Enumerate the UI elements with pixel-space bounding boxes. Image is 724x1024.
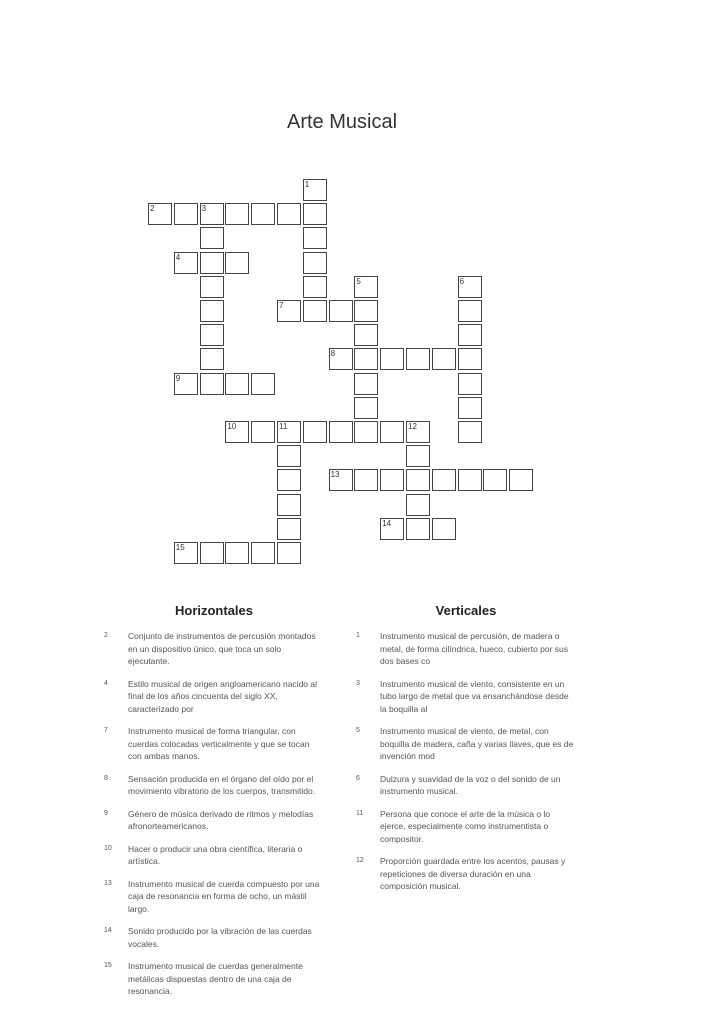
clue-number: 1 [356,632,360,639]
grid-cell[interactable] [277,469,301,491]
clue-number: 10 [104,844,112,852]
grid-cell[interactable] [329,348,353,370]
grid-cell[interactable] [303,227,327,249]
grid-cell[interactable] [303,203,327,225]
clue-number: 9 [175,373,181,383]
grid-cell[interactable] [354,276,378,298]
clue-number: 4 [104,679,108,687]
clue-number: 1 [304,180,310,189]
grid-cell[interactable] [354,421,378,443]
grid-cell[interactable] [354,373,378,395]
grid-cell[interactable] [329,300,353,322]
grid-cell[interactable] [354,324,378,346]
grid-cell[interactable] [251,421,275,443]
clue-number: 15 [104,962,112,969]
clue-item [104,925,334,950]
horizontal-clues [104,603,334,1008]
grid-cell[interactable] [354,300,378,322]
grid-cell[interactable] [200,227,224,249]
clue-number: 13 [104,879,112,887]
grid-cell[interactable] [148,203,172,225]
grid-cell[interactable] [277,203,301,225]
clue-number: 7 [279,301,284,310]
grid-cell[interactable] [329,421,353,443]
grid-cell[interactable] [432,469,456,491]
grid-cell[interactable] [509,469,533,491]
grid-cell[interactable] [432,348,456,370]
grid-cell[interactable] [303,252,327,274]
puzzle-title: Arte Musical [286,111,398,133]
grid-cell[interactable] [225,542,249,564]
clue-text: Instrumento musical de cuerdas generalmente metálicas dispuestas dentro de una caja de resonancia. [128,961,303,996]
clue-number: 3 [201,204,207,214]
clue-text: Instrumento musical de forma triangular, con cuerdas colocadas verticalmente y que se tocan con ambas manos. [128,726,310,761]
clue-number: 11 [356,809,364,817]
clue-number: 15 [175,543,185,552]
clue-number: 9 [104,809,108,817]
clue-item [104,773,334,798]
grid-cell[interactable] [200,542,224,564]
clue-text: Instrumento musical de viento, de metal, con boquilla de madera, caña y varias llaves, que es de invención mod [380,726,574,761]
grid-cell[interactable] [251,203,275,225]
clue-number: 7 [104,727,108,734]
grid-cell[interactable] [174,252,198,274]
grid-cell[interactable] [406,348,430,370]
grid-cell[interactable] [200,203,224,225]
grid-cell[interactable] [458,300,482,322]
clue-number: 2 [150,204,155,214]
grid-cell[interactable] [200,300,224,322]
clue-number: 4 [175,252,181,262]
grid-cell[interactable] [200,252,224,274]
grid-cell[interactable] [406,445,430,467]
grid-cell[interactable] [200,348,224,370]
grid-cell[interactable] [406,518,430,540]
grid-cell[interactable] [354,348,378,370]
grid-cell[interactable] [225,373,249,395]
grid-cell[interactable] [380,469,404,491]
clue-number: 14 [382,518,392,528]
clue-number: 6 [459,276,465,286]
clue-item [356,678,586,716]
clue-item [356,855,586,893]
grid-cell[interactable] [225,203,249,225]
clue-number: 3 [356,679,360,687]
grid-cell[interactable] [458,397,482,419]
grid-cell[interactable] [458,373,482,395]
grid-cell[interactable] [458,469,482,491]
clue-item [104,960,334,998]
grid-cell[interactable] [458,324,482,346]
clue-number: 12 [356,857,364,864]
clue-number: 13 [330,470,340,480]
grid-cell[interactable] [303,276,327,298]
grid-cell[interactable] [277,300,301,322]
clue-number: 8 [330,349,336,359]
clue-number: 8 [104,774,108,782]
grid-cell[interactable] [277,445,301,467]
grid-cell[interactable] [458,421,482,443]
horizontal-clue-list [104,630,334,998]
vertical-clues [356,603,586,903]
horizontal-heading: Horizontales [174,603,253,618]
grid-cell[interactable] [251,373,275,395]
clue-text: Género de música derivado de ritmos y melodías afronorteamericanos. [128,808,314,831]
clue-number: 5 [356,727,360,734]
clue-text: Estilo musical de origen angloamericano nacido al final de los años cincuenta del siglo XX, caracterizado por [128,678,317,714]
grid-cell[interactable] [380,421,404,443]
grid-cell[interactable] [174,542,198,564]
clue-text: Persona que conoce el arte de la música o lo ejerce, especialmente como instrumentista o compositor. [380,808,551,844]
clue-text: Sonido producido por la vibración de las cuerdas vocales. [128,926,312,949]
clue-item [356,773,586,798]
clue-item [104,808,334,833]
vertical-clue-list [356,630,586,893]
clue-text: Instrumento musical de percusión, de madera o metal, de forma cilíndrica, hueco, cubierto por sus dos bases co [380,631,569,666]
clue-item [104,678,334,716]
grid-cell[interactable] [303,179,327,201]
grid-cell[interactable] [380,518,404,540]
clue-number: 2 [104,632,108,639]
grid-cell[interactable] [458,348,482,370]
clue-text: Instrumento musical de viento, consistente en un tubo largo de metal que va ensanchándose desde la boquilla al [380,678,569,714]
clue-item [104,725,334,763]
clue-number: 5 [356,276,361,286]
clue-number: 14 [104,927,112,934]
clue-text: Proporción guardada entre los acentos, pausas y repeticiones de diversa duración en una composición musical. [380,856,566,891]
clue-number: 10 [227,422,237,431]
clue-item [104,843,334,868]
clue-number: 11 [279,422,288,431]
clue-text: Conjunto de instrumentos de percusión montados en un dispositivo único, que toca un solo ejecutante. [128,631,316,666]
vertical-heading: Verticales [435,603,497,618]
clue-item [104,630,334,668]
clue-text: Instrumento musical de cuerda compuesto por una caja de resonancia en forma de ocho, un mástil largo. [128,878,320,914]
clue-number: 12 [408,422,417,431]
grid-cell[interactable] [303,421,327,443]
grid-cell[interactable] [251,542,275,564]
clue-item [356,630,586,668]
grid-cell[interactable] [277,494,301,516]
grid-cell[interactable] [174,373,198,395]
clue-text: Dulzura y suavidad de la voz o del sonido de un instrumento musical. [380,773,561,796]
grid-cell[interactable] [277,518,301,540]
grid-cell[interactable] [406,421,430,443]
grid-cell[interactable] [225,421,249,443]
grid-cell[interactable] [354,397,378,419]
grid-cell[interactable] [174,203,198,225]
clue-number: 6 [356,774,360,782]
grid-cell[interactable] [303,300,327,322]
grid-cell[interactable] [406,469,430,491]
grid-cell[interactable] [406,494,430,516]
clue-item [104,878,334,916]
grid-cell[interactable] [277,542,301,564]
grid-cell[interactable] [200,324,224,346]
grid-cell[interactable] [380,348,404,370]
grid-cell[interactable] [329,469,353,491]
grid-cell[interactable] [200,373,224,395]
grid-cell[interactable] [200,276,224,298]
grid-cell[interactable] [225,252,249,274]
clue-text: Sensación producida en el órgano del oído por el movimiento vibratorio de los cuerpos, transmitido. [128,773,316,796]
grid-cell[interactable] [483,469,507,491]
clue-text: Hacer o producir una obra científica, literaria o artística. [128,843,303,866]
grid-cell[interactable] [432,518,456,540]
grid-cell[interactable] [277,421,301,443]
clue-item [356,808,586,846]
grid-cell[interactable] [458,276,482,298]
grid-cell[interactable] [354,469,378,491]
clue-item [356,725,586,763]
